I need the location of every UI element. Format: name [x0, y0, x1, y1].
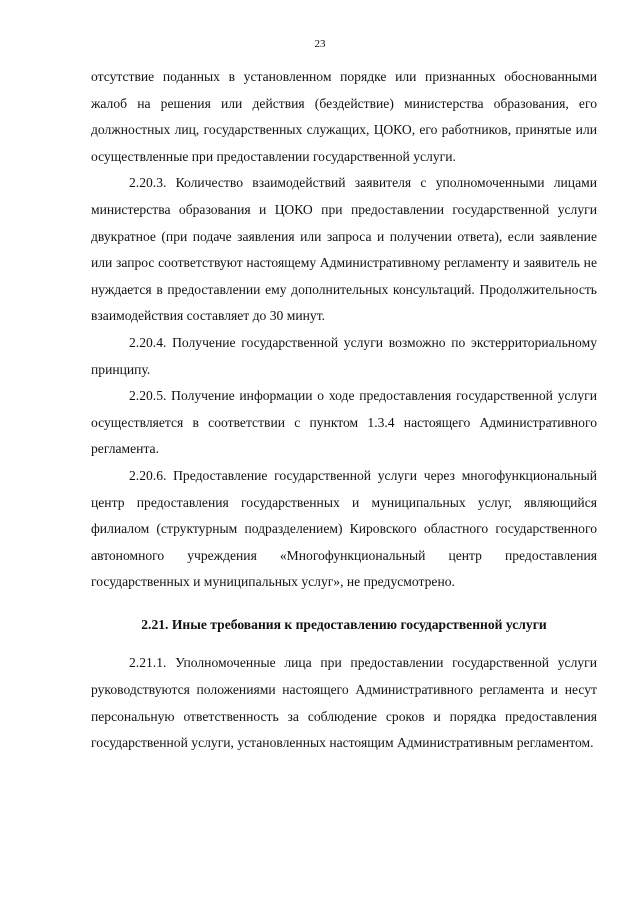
section-heading-2-21: 2.21. Иные требования к предоставлению государственной услуги: [141, 616, 547, 632]
paragraph-2-20-5: 2.20.5. Получение информации о ходе предоставления государственной услуги осуществляется в соответствии с пунктом 1.3.4 настоящего Административного регламента.: [91, 388, 597, 457]
paragraph-2-20-6: 2.20.6. Предоставление государственной услуги через многофункциональный центр предоставления государственных и муниципальных услуг, являющийся филиалом (структурным подразделением) Кировского областного государственного автономного учреждения «Многофункциональный центр предоставления государственных и муниципальных услуг», не предусмотрено.: [91, 467, 597, 590]
paragraph-2-21-1: 2.21.1. Уполномоченные лица при предоставлении государственной услуги руководствуются положениями настоящего Административного регламента и несут персональную ответственность за соблюдение сроков и порядка предоставления государственной услуги, установленных настоящим Административным регламентом.: [91, 655, 597, 751]
paragraph-2-20-3: 2.20.3. Количество взаимодействий заявителя с уполномоченными лицами министерства образования и ЦОКО при предоставлении государственной услуги двукратное (при подаче заявления или запроса и получении ответа), если заявление или запрос соответствуют настоящему Административному регламенту и заявитель не нуждается в предоставлении ему дополнительных консультаций. Продолжительность взаимодействия составляет до 30 минут.: [91, 175, 597, 324]
document-body: [91, 64, 597, 757]
paragraph-continuation: отсутствие поданных в установленном порядке или признанных обоснованными жалоб на решения или действия (бездействие) министерства образования, его должностных лиц, государственных служащих, ЦОКО, его работников, принятые или осуществленные при предоставлении государственной услуги.: [91, 69, 597, 164]
page-number: 23: [314, 38, 326, 50]
paragraph-2-20-4: 2.20.4. Получение государственной услуги возможно по экстерриториальному принципу.: [91, 334, 597, 377]
